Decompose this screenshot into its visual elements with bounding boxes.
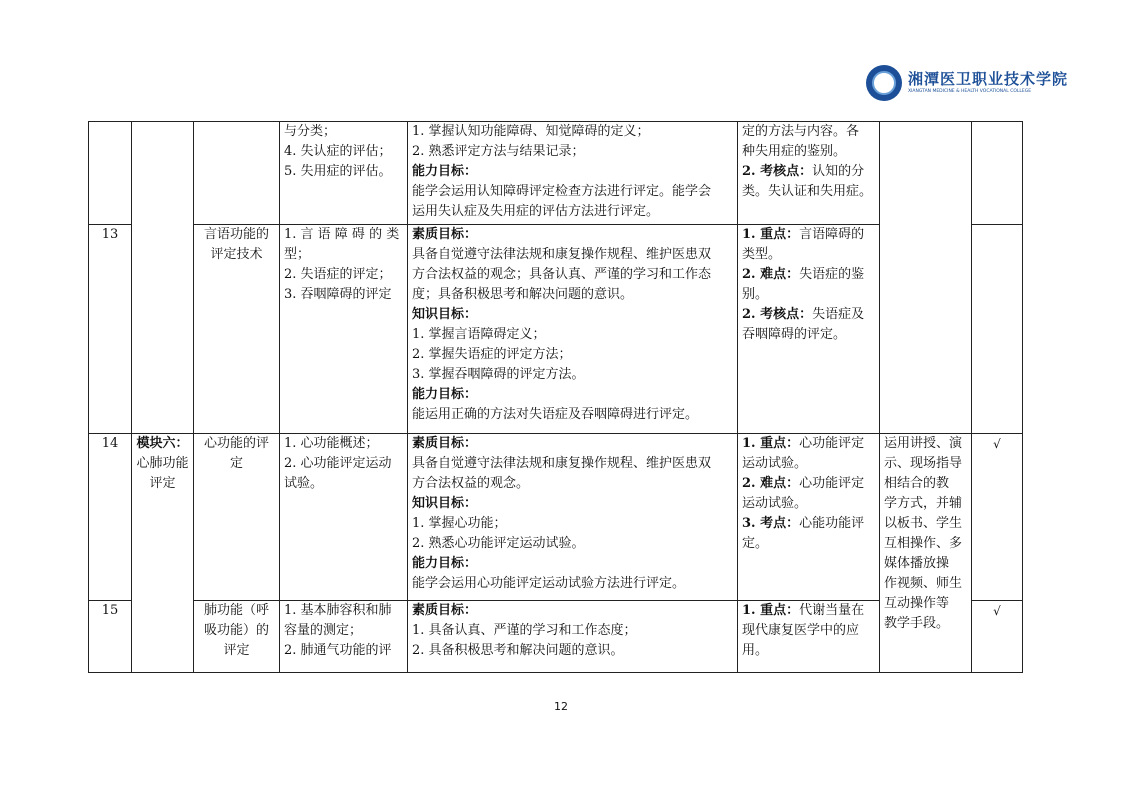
points-text: 心功能评定 [799, 436, 865, 451]
module-title: 模块六： [136, 436, 189, 451]
cell-objectives [408, 225, 738, 434]
cell-key-points [738, 122, 880, 225]
points-text: 失语症的鉴 [799, 267, 865, 282]
cell-module [132, 434, 194, 673]
check-mark-icon: √ [993, 437, 1001, 451]
points-line: 现代康复医学中的应 [742, 623, 860, 638]
points-text: 代谢当量在 [799, 603, 865, 618]
methods-line: 互相操作、多 [884, 536, 963, 551]
objective-line: 2. 具备积极思考和解决问题的意识。 [412, 643, 624, 658]
cell-project [194, 122, 280, 225]
objective-heading: 知识目标： [412, 496, 478, 511]
cell-content [280, 601, 408, 673]
content-line: 容量的测定； [284, 623, 363, 638]
cell-number: 15 [89, 601, 132, 673]
objective-line: 运用失认症及失用症的评估方法进行评定。 [412, 204, 660, 219]
points-label: 1. 重点： [742, 603, 800, 618]
points-line: 定。 [742, 536, 769, 551]
objective-heading: 知识目标： [412, 307, 478, 322]
points-line: 吞咽障碍的评定。 [742, 327, 847, 342]
objective-line: 1. 掌握认知功能障碍、知觉障碍的定义； [412, 124, 650, 139]
objective-heading: 素质目标： [412, 227, 478, 242]
objective-line: 1. 掌握心功能； [412, 516, 507, 531]
methods-line: 学方式，并辅 [884, 496, 963, 511]
points-line: 运动试验。 [742, 456, 808, 471]
objective-heading: 能力目标： [412, 387, 478, 402]
cell-project: 心功能的评定 [194, 434, 280, 601]
cell-content [280, 434, 408, 601]
content-line: 2. 心功能评定运动 [284, 456, 392, 471]
page-number: 12 [554, 700, 568, 713]
cell-number [89, 122, 132, 225]
objective-line: 度；具备积极思考和解决问题的意识。 [412, 287, 634, 302]
content-line: 2. 失语症的评定； [284, 267, 392, 282]
school-logo [866, 64, 1069, 104]
points-label: 2. 考核点： [742, 164, 813, 179]
objective-heading: 素质目标： [412, 436, 478, 451]
cell-check [972, 601, 1023, 673]
cell-key-points [738, 601, 880, 673]
points-line: 类。失认证和失用症。 [742, 184, 873, 199]
methods-line: 作视频、师生 [884, 576, 963, 591]
cell-objectives [408, 122, 738, 225]
cell-objectives [408, 601, 738, 673]
points-label: 2. 难点： [742, 476, 800, 491]
objective-heading: 能力目标： [412, 556, 478, 571]
points-label: 1. 重点： [742, 436, 800, 451]
content-line: 1. 言 语 障 碍 的 类 [284, 227, 400, 242]
table-row [89, 122, 1023, 225]
content-line: 1. 基本肺容积和肺 [284, 603, 392, 618]
points-text: 认知的分 [812, 164, 865, 179]
points-text: 心能功能评 [799, 516, 865, 531]
content-line: 5. 失用症的评估。 [284, 164, 392, 179]
cell-methods [880, 122, 972, 434]
methods-line: 以板书、学生 [884, 516, 963, 531]
school-name-en: XIANGTAN MEDICINE & HEALTH VOCATIONAL COLLEGE [908, 89, 1032, 94]
check-mark-icon: √ [993, 604, 1001, 618]
objective-line: 方合法权益的观念。 [412, 476, 530, 491]
methods-line: 运用讲授、演 [884, 436, 963, 451]
points-text: 言语障碍的 [799, 227, 865, 242]
points-line: 用。 [742, 643, 769, 658]
content-line: 1. 心功能概述； [284, 436, 379, 451]
objective-line: 1. 具备认真、严谨的学习和工作态度； [412, 623, 637, 638]
cell-check [972, 225, 1023, 434]
cell-objectives [408, 434, 738, 601]
objective-heading: 能力目标： [412, 164, 478, 179]
content-line: 与分类； [284, 124, 337, 139]
methods-line: 媒体播放操 [884, 556, 950, 571]
objective-line: 方合法权益的观念；具备认真、严谨的学习和工作态 [412, 267, 712, 282]
objective-line: 具备自觉遵守法律法规和康复操作规程、维护医患双 [412, 456, 712, 471]
cell-key-points [738, 434, 880, 601]
curriculum-table [88, 121, 1023, 673]
points-line: 运动试验。 [742, 496, 808, 511]
points-label: 2. 考核点： [742, 307, 813, 322]
module-name: 心肺功能评定 [136, 456, 189, 491]
objective-line: 能学会运用心功能评定运动试验方法进行评定。 [412, 576, 686, 591]
content-line: 2. 肺通气功能的评 [284, 643, 392, 658]
points-line: 类型。 [742, 247, 782, 262]
points-label: 1. 重点： [742, 227, 800, 242]
content-line: 试验。 [284, 476, 324, 491]
points-label: 3. 考点： [742, 516, 800, 531]
school-name-cn: 湘潭医卫职业技术学院 [908, 70, 1069, 88]
objective-line: 能运用正确的方法对失语症及吞咽障碍进行评定。 [412, 407, 699, 422]
objective-line: 2. 熟悉心功能评定运动试验。 [412, 536, 585, 551]
objective-line: 2. 掌握失语症的评定方法； [412, 347, 572, 362]
cell-number: 14 [89, 434, 132, 601]
methods-line: 示、现场指导 [884, 456, 963, 471]
cell-content [280, 225, 408, 434]
cell-content [280, 122, 408, 225]
cell-project: 肺功能（呼吸功能）的评定 [194, 601, 280, 673]
cell-number: 13 [89, 225, 132, 434]
methods-line: 教学手段。 [884, 616, 950, 631]
content-line: 4. 失认症的评估； [284, 144, 392, 159]
objective-line: 能学会运用认知障碍评定检查方法进行评定。能学会 [412, 184, 712, 199]
cell-key-points [738, 225, 880, 434]
cell-module [132, 122, 194, 434]
cell-check [972, 434, 1023, 601]
table-row [89, 434, 1023, 601]
points-line: 定的方法与内容。各 [742, 124, 860, 139]
objective-line: 具备自觉遵守法律法规和康复操作规程、维护医患双 [412, 247, 712, 262]
objective-line: 3. 掌握吞咽障碍的评定方法。 [412, 367, 585, 382]
school-emblem-icon [866, 65, 902, 101]
cell-methods [880, 434, 972, 673]
objective-heading: 素质目标： [412, 603, 478, 618]
cell-project: 言语功能的评定技术 [194, 225, 280, 434]
objective-line: 2. 熟悉评定方法与结果记录； [412, 144, 585, 159]
points-line: 种失用症的鉴别。 [742, 144, 847, 159]
points-text: 心功能评定 [799, 476, 865, 491]
methods-line: 相结合的教 [884, 476, 950, 491]
content-line: 型； [284, 247, 311, 262]
points-label: 2. 难点： [742, 267, 800, 282]
points-line: 别。 [742, 287, 769, 302]
points-text: 失语症及 [812, 307, 865, 322]
objective-line: 1. 掌握言语障碍定义； [412, 327, 546, 342]
cell-check [972, 122, 1023, 225]
methods-line: 互动操作等 [884, 596, 950, 611]
content-line: 3. 吞咽障碍的评定 [284, 287, 392, 302]
